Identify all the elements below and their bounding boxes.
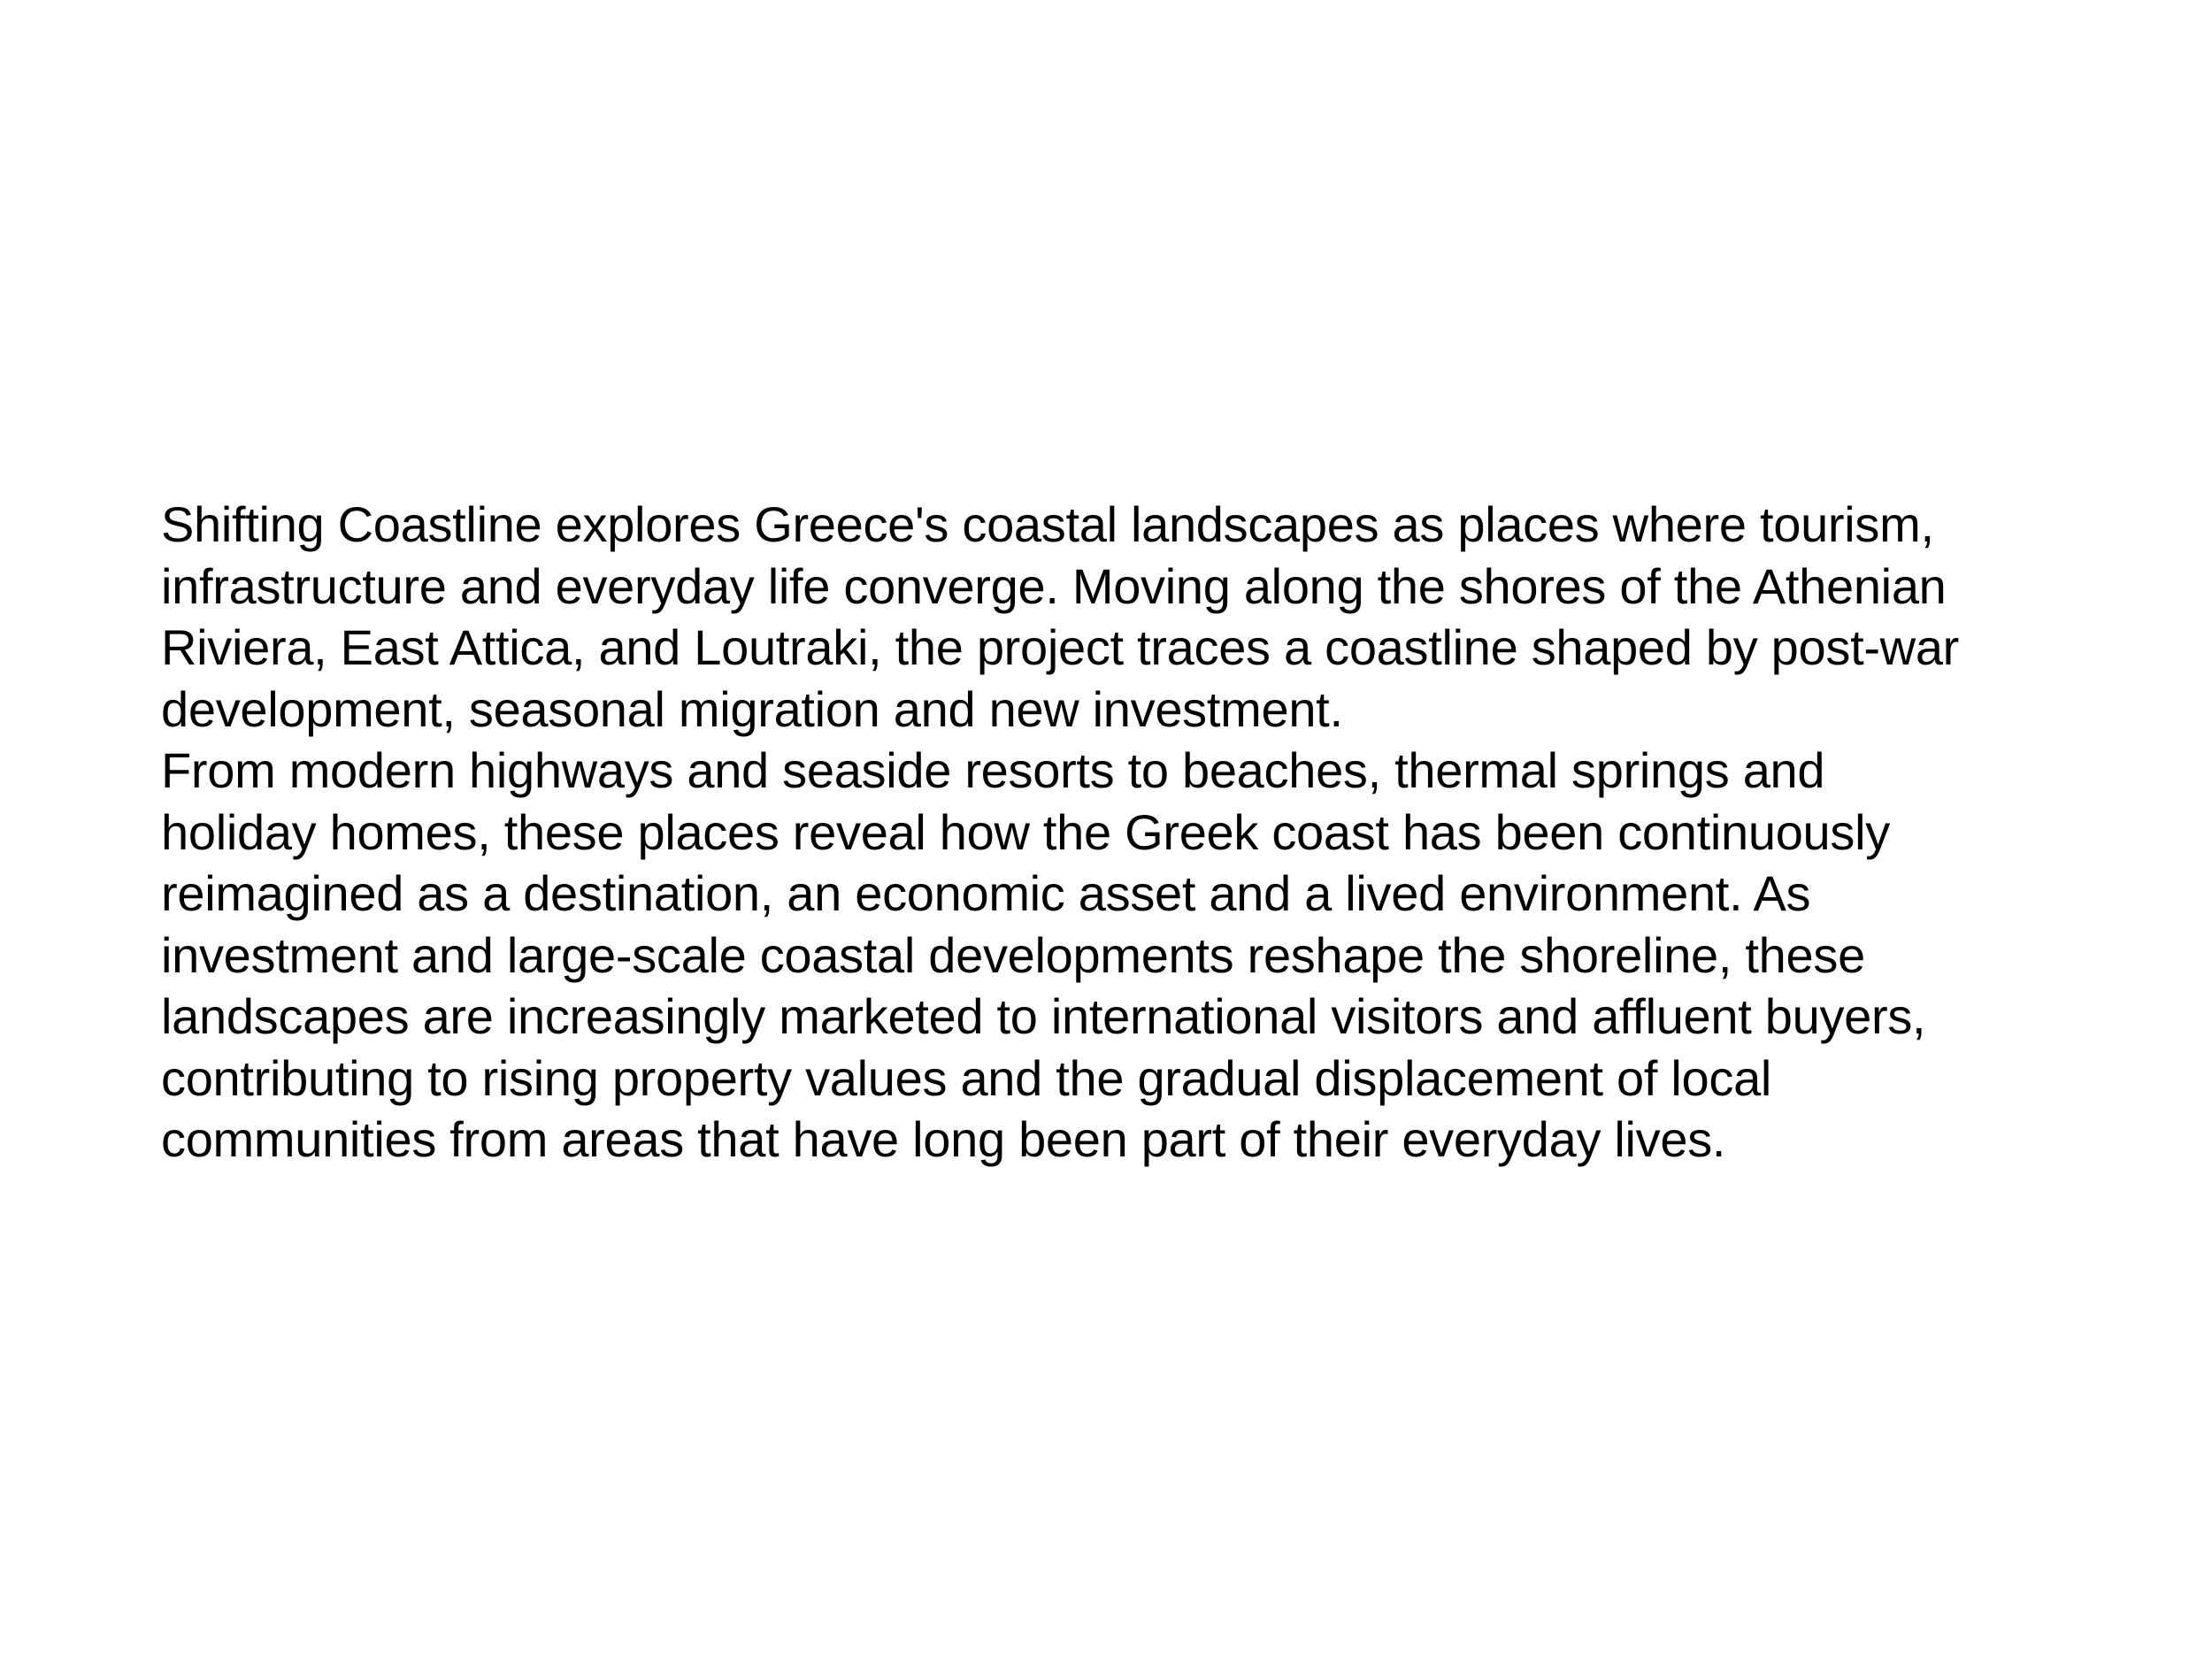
paragraph-2-line-5: landscapes are increasingly marketed to international visitors and affluent buyers, bbox=[161, 988, 1926, 1044]
paragraph-1-line-1: Shifting Coastline explores Greece's coastal landscapes as places where tourism, bbox=[161, 496, 1934, 552]
paragraph-2-line-1: From modern highways and seaside resorts to beaches, thermal springs and bbox=[161, 742, 1825, 798]
paragraph-2-line-4: investment and large-scale coastal developments reshape the shoreline, these bbox=[161, 926, 1865, 983]
paragraph-2-line-6: contributing to rising property values and the gradual displacement of local bbox=[161, 1049, 1772, 1106]
paragraph-2-line-3: reimagined as a destination, an economic asset and a lived environment. As bbox=[161, 865, 1811, 921]
paragraph-2-line-2: holiday homes, these places reveal how the Greek coast has been continuously bbox=[161, 803, 1890, 860]
paragraph-2-line-7: communities from areas that have long been part of their everyday lives. bbox=[161, 1111, 1726, 1167]
description-text bbox=[161, 494, 2143, 1171]
paragraph-1-line-4: development, seasonal migration and new investment. bbox=[161, 680, 1343, 737]
paragraph-1-line-3: Riviera, East Attica, and Loutraki, the project traces a coastline shaped by post-war bbox=[161, 619, 1960, 675]
paragraph-1-line-2: infrastructure and everyday life converge. Moving along the shores of the Athenian bbox=[161, 557, 1947, 614]
